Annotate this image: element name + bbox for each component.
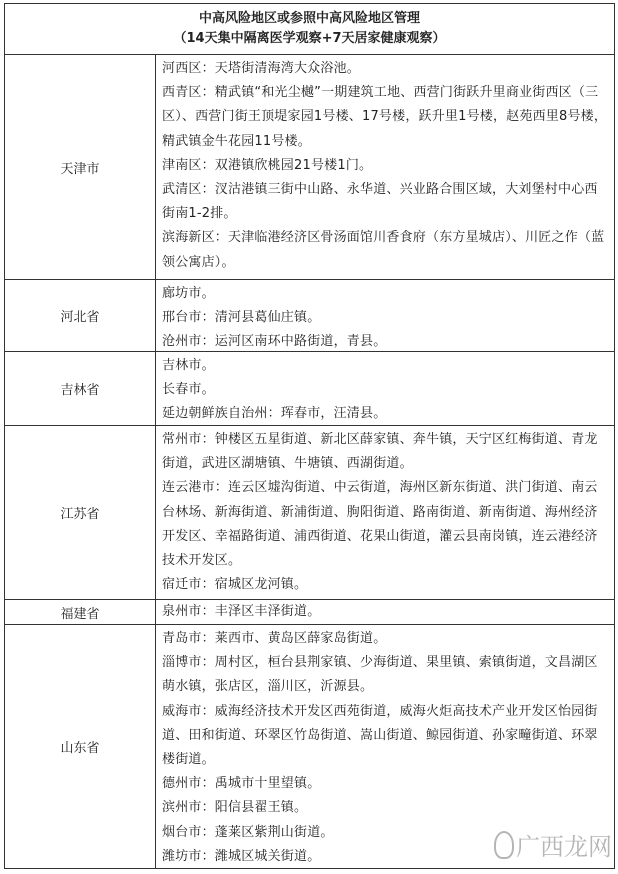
dragon-logo-icon <box>494 831 514 859</box>
table-subtitle: （14天集中隔离医学观察+7天居家健康观察） <box>173 31 446 46</box>
table-row-tianjin <box>5 55 614 280</box>
areas-cell <box>156 280 614 351</box>
province-cell: 吉林省 <box>5 352 156 425</box>
area-entry: 淄博市：周村区，桓台县荆家镇、少海街道、果里镇、索镇街道，文昌湖区萌水镇，张店区，淄川区，沂源县。 <box>162 655 598 695</box>
table-row-hebei <box>5 280 614 352</box>
area-entry: 廊坊市。 <box>162 286 215 301</box>
area-entry: 延边朝鲜族自治州：珲春市，汪清县。 <box>162 406 387 422</box>
area-entry: 吉林市。 <box>162 358 215 373</box>
province-cell: 河北省 <box>5 280 156 351</box>
table-title: 中高风险地区或参照中高风险地区管理 <box>198 11 420 26</box>
table-row-jiangsu <box>5 426 614 600</box>
area-entry: 青岛市：莱西市、黄岛区薛家岛街道。 <box>162 631 387 646</box>
area-entry: 滨海新区：天津临港经济区骨汤面馆川香食府（东方星城店）、川匠之作（蓝领公寓店）。 <box>162 230 605 270</box>
areas-cell <box>156 55 614 279</box>
area-entry: 沧州市：运河区南环中路街道，青县。 <box>162 334 387 350</box>
area-entry: 宿迁市：宿城区龙河镇。 <box>162 577 308 593</box>
area-entry: 威海市：威海经济技术开发区西苑街道，威海火炬高技术产业开发区怡园街道、田和街道、环翠区竹岛街道、嵩山街道、鲸园街道、孙家疃街道、环翠楼街道。 <box>162 703 598 768</box>
areas-cell <box>156 352 614 425</box>
watermark-text: 广西龙网 <box>516 833 612 861</box>
areas-cell <box>156 426 614 599</box>
area-entry: 武清区：汊沽港镇三街中山路、永华道、兴业路合围区域，大刘堡村中心西街南1-2排。 <box>162 182 598 222</box>
area-entry: 长春市。 <box>162 382 215 398</box>
area-entry: 河西区：天塔街清海湾大众浴池。 <box>162 61 361 76</box>
table-row-fujian <box>5 600 614 625</box>
area-entry: 德州市：禹城市十里望镇。 <box>162 776 321 792</box>
area-entry: 泉州市：丰泽区丰泽街道。 <box>162 604 321 619</box>
area-entry: 连云港市：连云区墟沟街道、中云街道，海州区新东街道、洪门街道、南云台林场、新海街道、新浦街道、朐阳街道、路南街道、新南街道、海州经济开发区、幸福路街道、浦西街道、花果山街道，灌云县南岗镇，连云港经济技术开发区。 <box>162 480 598 569</box>
watermark <box>494 827 612 862</box>
province-cell: 天津市 <box>5 55 156 279</box>
province-cell: 山东省 <box>5 625 156 868</box>
province-cell: 江苏省 <box>5 426 156 599</box>
area-entry: 西青区：精武镇“和光尘樾”一期建筑工地、西营门街跃升里商业街西区（三区）、西营门街王顶堤家园1号楼、17号楼，跃升里1号楼，赵苑西里8号楼，精武镇金牛花园11号楼。 <box>162 85 608 149</box>
area-entry: 潍坊市：潍城区城关街道。 <box>162 848 321 864</box>
province-cell: 福建省 <box>5 600 156 624</box>
area-entry: 津南区：双港镇欣桃园21号楼1门。 <box>162 157 373 173</box>
area-entry: 邢台市：清河县葛仙庄镇。 <box>162 310 321 326</box>
table-row-jilin <box>5 352 614 426</box>
area-entry: 滨州市：阳信县翟王镇。 <box>162 800 308 816</box>
area-entry: 烟台市：蓬莱区紫荆山街道。 <box>162 824 334 840</box>
table-header <box>5 4 614 55</box>
risk-area-table <box>4 3 615 869</box>
areas-cell <box>156 600 614 624</box>
area-entry: 常州市：钟楼区五星街道、新北区薛家镇、奔牛镇，天宁区红梅街道、青龙街道，武进区湖塘镇、牛塘镇、西湖街道。 <box>162 432 598 472</box>
